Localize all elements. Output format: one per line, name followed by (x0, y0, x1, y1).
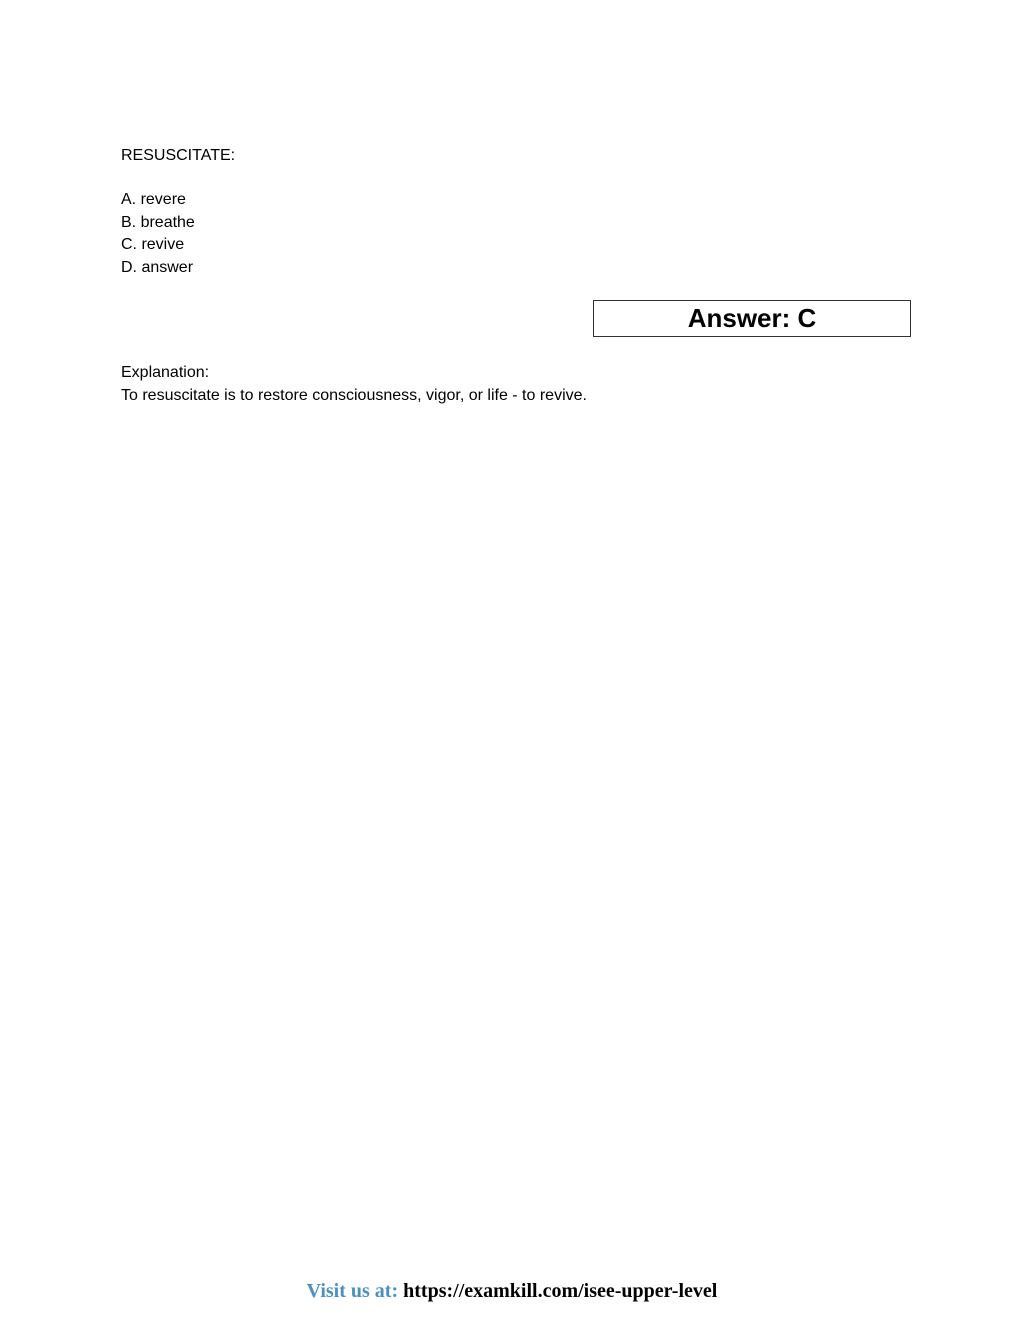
option-a: A. revere (121, 191, 186, 208)
answer-box (593, 300, 911, 337)
question-word: RESUSCITATE: (121, 147, 236, 164)
explanation-section (121, 362, 587, 407)
answer-text: Answer: C (687, 303, 817, 333)
explanation-heading: Explanation: (121, 364, 210, 381)
footer (0, 1280, 1024, 1303)
option-c: C. revive (121, 236, 185, 253)
footer-label: Visit us at: (306, 1280, 399, 1302)
footer-url-link[interactable]: https://examkill.com/isee-upper-level (403, 1280, 718, 1302)
explanation-body: To resuscitate is to restore consciousness, vigor, or life - to revive. (121, 386, 587, 404)
option-d: D. answer (121, 258, 194, 276)
answer-options-list (121, 189, 195, 279)
option-b: B. breathe (121, 213, 195, 231)
